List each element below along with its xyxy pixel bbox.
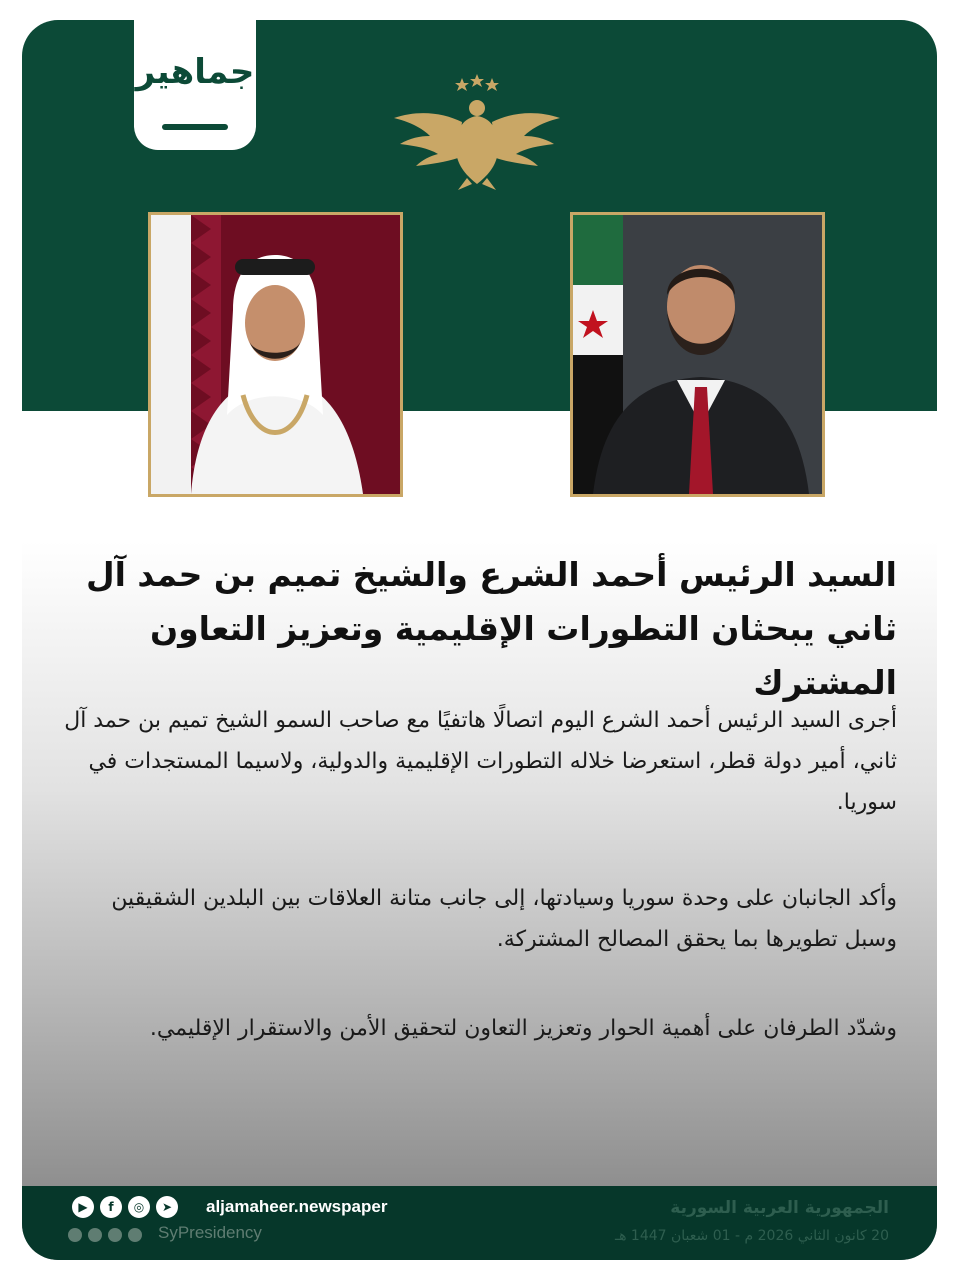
social-handle[interactable]: aljamaheer.newspaper xyxy=(206,1197,388,1216)
instagram-icon[interactable]: ◎ xyxy=(128,1196,150,1218)
telegram-icon[interactable]: ➤ xyxy=(156,1196,178,1218)
presidency-handle[interactable]: SyPresidency xyxy=(158,1223,262,1242)
paragraph-1: أجرى السيد الرئيس أحمد الشرع اليوم اتصالًا هاتفيًا مع صاحب السمو الشيخ تميم بن حمد آل ثاني، أمير دولة قطر، استعرضا خلاله التطورات الإقليمية والدولية، ولاسيما المستجدات في سوريا. xyxy=(64,708,897,815)
logo-text: جماهير xyxy=(135,52,255,92)
republic-name: الجمهورية العربية السورية xyxy=(670,1198,889,1218)
paragraph-3: وشدّد الطرفان على أهمية الحوار وتعزيز التعاون لتحقيق الأمن والاستقرار الإقليمي. xyxy=(149,1016,897,1041)
eagle-emblem-icon xyxy=(392,72,562,192)
youtube-icon[interactable]: ▶ xyxy=(72,1196,94,1218)
footer xyxy=(22,1186,937,1260)
logo[interactable] xyxy=(134,20,256,150)
headline: السيد الرئيس أحمد الشرع والشيخ تميم بن حمد آل ثاني يبحثان التطورات الإقليمية وتعزيز التعاون المشترك xyxy=(85,555,897,702)
instagram-icon[interactable] xyxy=(128,1228,142,1242)
presidency-social-icons xyxy=(68,1228,142,1242)
portrait-image xyxy=(573,215,822,494)
news-card xyxy=(22,20,937,1260)
photo-president-alsharaa xyxy=(570,212,825,497)
telegram-icon[interactable] xyxy=(108,1228,122,1242)
paragraph-2: وأكد الجانبان على وحدة سوريا وسيادتها، إلى جانب متانة العلاقات بين البلدين الشقيقين وسبل تطويرها بما يحقق المصالح المشتركة. xyxy=(111,886,897,952)
header-band xyxy=(22,20,937,411)
photo-sheikh-tamim xyxy=(148,212,403,497)
facebook-icon[interactable] xyxy=(68,1228,82,1242)
x-icon[interactable] xyxy=(88,1228,102,1242)
publish-date: 20 كانون الثاني 2026 م - 01 شعبان 1447 هـ xyxy=(614,1228,889,1244)
social-icons xyxy=(72,1196,178,1222)
facebook-icon[interactable]: f xyxy=(100,1196,122,1218)
portrait-image xyxy=(151,215,400,494)
